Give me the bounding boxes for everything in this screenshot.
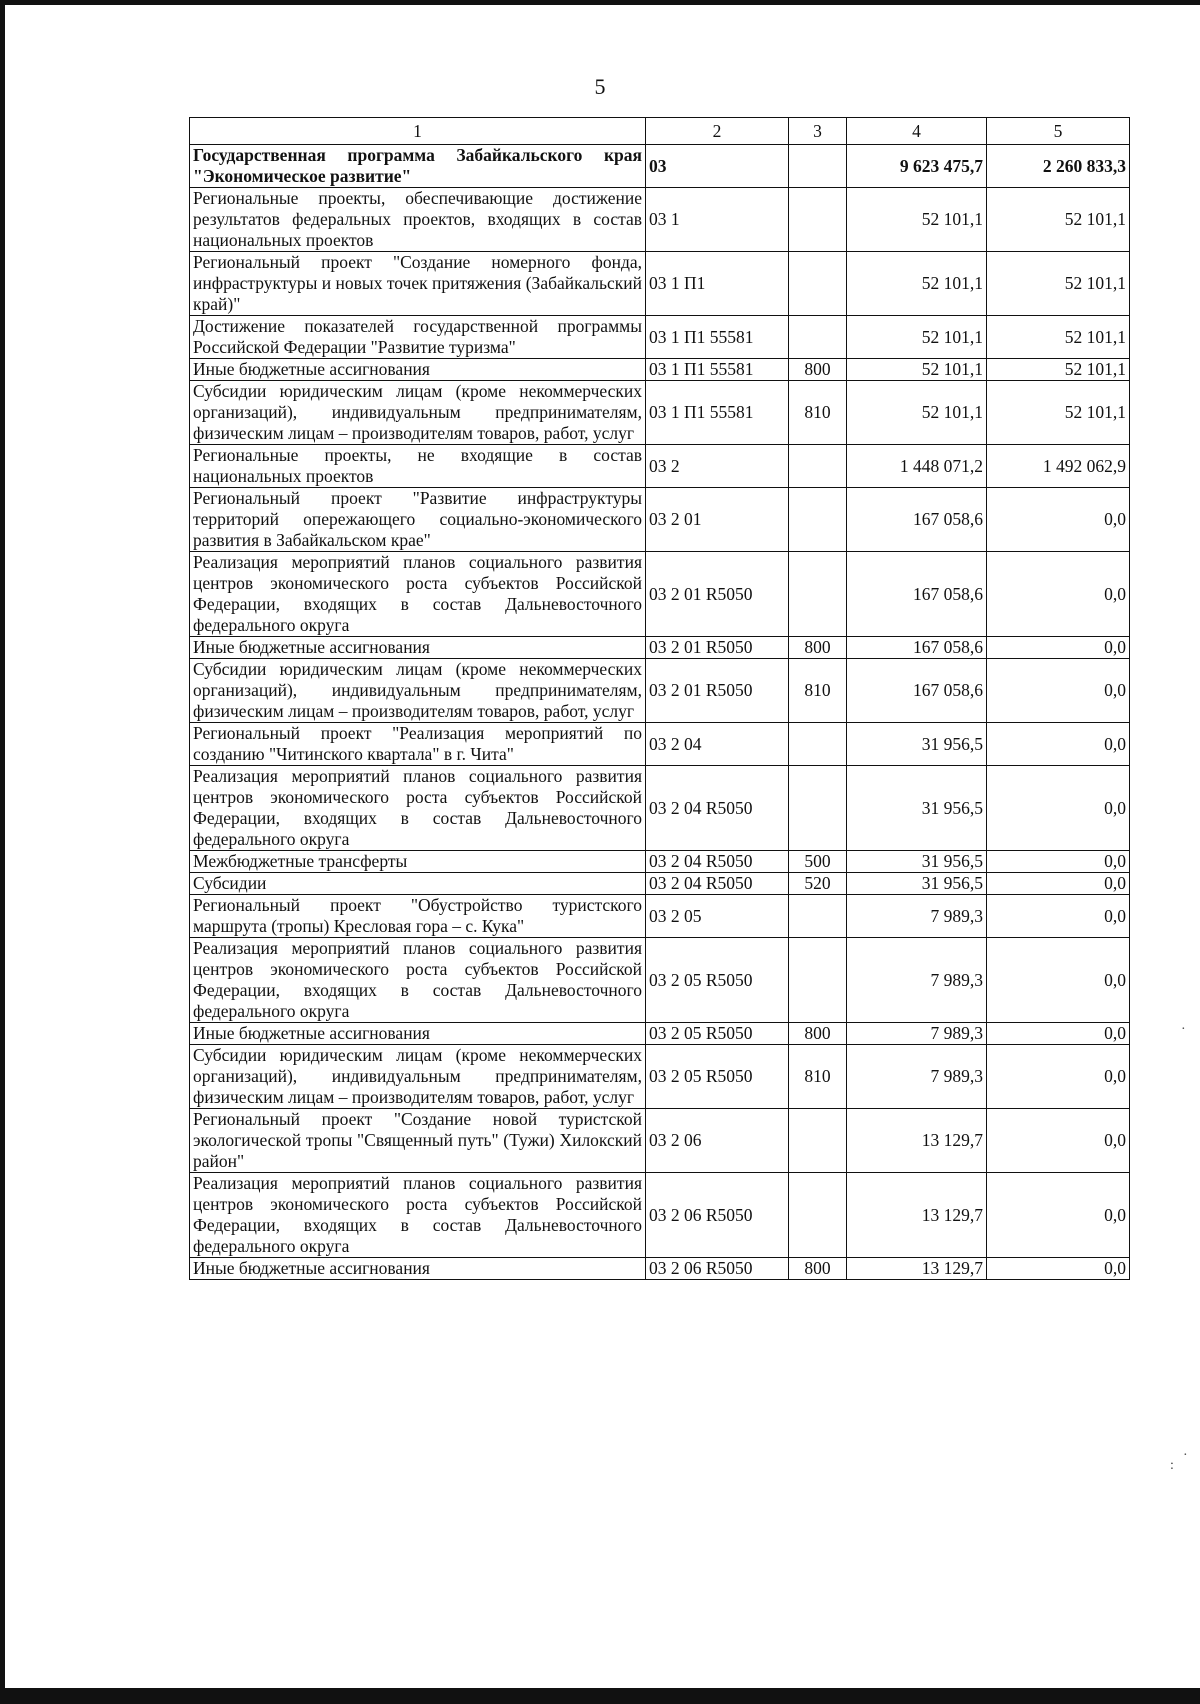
row-code-cell: 03 1 (646, 188, 789, 252)
row-value-2024-cell: 167 058,6 (847, 488, 987, 552)
row-value-2025-cell: 0,0 (987, 1109, 1130, 1173)
header-cell-1: 1 (190, 118, 646, 145)
row-code-cell: 03 2 06 (646, 1109, 789, 1173)
table-row (190, 851, 1130, 873)
row-name-cell: Реализация мероприятий планов социального развития центров экономического роста субъектов Российской Федерации, входящих в состав Дальневосточного федерального округа (190, 552, 646, 637)
row-name-cell: Субсидии юридическим лицам (кроме некоммерческих организаций), индивидуальным предпринимателям, физическим лицам – производителям товаров, работ, услуг (190, 1045, 646, 1109)
row-name-cell: Иные бюджетные ассигнования (190, 637, 646, 659)
header-cell-3: 3 (789, 118, 847, 145)
row-value-2024-cell: 31 956,5 (847, 851, 987, 873)
row-value-2024-cell: 167 058,6 (847, 637, 987, 659)
row-type-cell: 800 (789, 637, 847, 659)
row-type-cell (789, 895, 847, 938)
table-row (190, 359, 1130, 381)
row-value-2025-cell: 0,0 (987, 723, 1130, 766)
table-row (190, 1023, 1130, 1045)
table-row (190, 316, 1130, 359)
table-row (190, 659, 1130, 723)
row-code-cell: 03 2 04 R5050 (646, 851, 789, 873)
table-row (190, 252, 1130, 316)
table-header-row (190, 118, 1130, 145)
row-value-2024-cell: 52 101,1 (847, 381, 987, 445)
row-code-cell: 03 2 04 R5050 (646, 873, 789, 895)
row-value-2025-cell: 52 101,1 (987, 359, 1130, 381)
row-type-cell (789, 1109, 847, 1173)
row-code-cell: 03 2 04 R5050 (646, 766, 789, 851)
row-type-cell: 810 (789, 381, 847, 445)
row-type-cell: 810 (789, 659, 847, 723)
row-type-cell (789, 252, 847, 316)
row-type-cell (789, 488, 847, 552)
table-row (190, 488, 1130, 552)
row-value-2025-cell: 0,0 (987, 659, 1130, 723)
table-row (190, 766, 1130, 851)
table-row (190, 637, 1130, 659)
row-value-2025-cell: 0,0 (987, 637, 1130, 659)
row-value-2025-cell: 52 101,1 (987, 381, 1130, 445)
row-name-cell: Региональный проект "Создание новой туристской экологической тропы "Священный путь" (Тужи) Хилокский район" (190, 1109, 646, 1173)
row-type-cell (789, 766, 847, 851)
row-code-cell: 03 1 П1 (646, 252, 789, 316)
row-name-cell: Региональный проект "Создание номерного фонда, инфраструктуры и новых точек притяжения (Забайкальский край)" (190, 252, 646, 316)
row-value-2025-cell: 52 101,1 (987, 316, 1130, 359)
page-number: 5 (594, 74, 606, 99)
row-code-cell: 03 2 04 (646, 723, 789, 766)
row-value-2025-cell: 0,0 (987, 938, 1130, 1023)
row-code-cell: 03 2 05 R5050 (646, 1023, 789, 1045)
row-name-cell: Региональный проект "Развитие инфраструктуры территорий опережающего социально-экономического развития в Забайкальском крае" (190, 488, 646, 552)
row-value-2024-cell: 7 989,3 (847, 895, 987, 938)
row-code-cell: 03 2 06 R5050 (646, 1258, 789, 1280)
row-code-cell: 03 2 05 R5050 (646, 1045, 789, 1109)
table-row (190, 145, 1130, 188)
table-row (190, 873, 1130, 895)
row-name-cell: Межбюджетные трансферты (190, 851, 646, 873)
row-type-cell (789, 145, 847, 188)
table-row (190, 381, 1130, 445)
row-name-cell: Реализация мероприятий планов социального развития центров экономического роста субъектов Российской Федерации, входящих в состав Дальневосточного федерального округа (190, 766, 646, 851)
header-cell-5: 5 (987, 118, 1130, 145)
row-name-cell: Региональный проект "Обустройство туристского маршрута (тропы) Кресловая гора – с. Кука" (190, 895, 646, 938)
row-type-cell: 800 (789, 359, 847, 381)
row-value-2025-cell: 0,0 (987, 873, 1130, 895)
row-value-2025-cell: 0,0 (987, 1258, 1130, 1280)
row-name-cell: Региональные проекты, не входящие в состав национальных проектов (190, 445, 646, 488)
row-code-cell: 03 2 01 (646, 488, 789, 552)
row-code-cell: 03 1 П1 55581 (646, 316, 789, 359)
scan-speck: · (1183, 1448, 1188, 1463)
row-value-2025-cell: 0,0 (987, 766, 1130, 851)
row-name-cell: Региональный проект "Реализация мероприятий по созданию "Читинского квартала" в г. Чита" (190, 723, 646, 766)
table-row (190, 1173, 1130, 1258)
row-value-2025-cell: 52 101,1 (987, 188, 1130, 252)
header-cell-4: 4 (847, 118, 987, 145)
row-value-2024-cell: 13 129,7 (847, 1109, 987, 1173)
table-row (190, 1109, 1130, 1173)
row-code-cell: 03 2 06 R5050 (646, 1173, 789, 1258)
row-value-2025-cell: 0,0 (987, 488, 1130, 552)
row-value-2024-cell: 31 956,5 (847, 723, 987, 766)
row-code-cell: 03 2 01 R5050 (646, 659, 789, 723)
row-name-cell: Субсидии юридическим лицам (кроме некоммерческих организаций), индивидуальным предпринимателям, физическим лицам – производителям товаров, работ, услуг (190, 381, 646, 445)
row-value-2025-cell: 0,0 (987, 895, 1130, 938)
table-row (190, 445, 1130, 488)
row-value-2024-cell: 1 448 071,2 (847, 445, 987, 488)
row-name-cell: Реализация мероприятий планов социального развития центров экономического роста субъектов Российской Федерации, входящих в состав Дальневосточного федерального округа (190, 938, 646, 1023)
row-code-cell: 03 2 (646, 445, 789, 488)
row-type-cell (789, 1173, 847, 1258)
row-code-cell: 03 (646, 145, 789, 188)
row-value-2024-cell: 167 058,6 (847, 659, 987, 723)
row-value-2024-cell: 31 956,5 (847, 873, 987, 895)
table-row (190, 1045, 1130, 1109)
row-value-2025-cell: 1 492 062,9 (987, 445, 1130, 488)
row-code-cell: 03 1 П1 55581 (646, 359, 789, 381)
scan-border-top (0, 0, 1200, 5)
scan-border-bottom (0, 1688, 1200, 1704)
row-name-cell: Государственная программа Забайкальского края "Экономическое развитие" (190, 145, 646, 188)
row-value-2024-cell: 7 989,3 (847, 1023, 987, 1045)
row-name-cell: Иные бюджетные ассигнования (190, 1258, 646, 1280)
table-row (190, 723, 1130, 766)
row-name-cell: Реализация мероприятий планов социального развития центров экономического роста субъектов Российской Федерации, входящих в состав Дальневосточного федерального округа (190, 1173, 646, 1258)
header-cell-2: 2 (646, 118, 789, 145)
row-value-2025-cell: 0,0 (987, 851, 1130, 873)
row-code-cell: 03 2 01 R5050 (646, 552, 789, 637)
row-value-2024-cell: 7 989,3 (847, 1045, 987, 1109)
row-name-cell: Иные бюджетные ассигнования (190, 359, 646, 381)
table-row (190, 1258, 1130, 1280)
budget-table (189, 117, 1130, 1280)
row-type-cell (789, 552, 847, 637)
row-value-2024-cell: 31 956,5 (847, 766, 987, 851)
row-type-cell (789, 188, 847, 252)
row-code-cell: 03 2 05 (646, 895, 789, 938)
row-type-cell (789, 316, 847, 359)
row-value-2024-cell: 52 101,1 (847, 316, 987, 359)
row-value-2025-cell: 0,0 (987, 1173, 1130, 1258)
row-code-cell: 03 1 П1 55581 (646, 381, 789, 445)
row-value-2024-cell: 167 058,6 (847, 552, 987, 637)
table-row (190, 552, 1130, 637)
row-type-cell: 810 (789, 1045, 847, 1109)
row-name-cell: Субсидии (190, 873, 646, 895)
row-name-cell: Иные бюджетные ассигнования (190, 1023, 646, 1045)
row-value-2024-cell: 52 101,1 (847, 252, 987, 316)
row-value-2024-cell: 13 129,7 (847, 1258, 987, 1280)
row-value-2024-cell: 9 623 475,7 (847, 145, 987, 188)
row-type-cell: 800 (789, 1258, 847, 1280)
row-type-cell (789, 723, 847, 766)
row-name-cell: Достижение показателей государственной программы Российской Федерации "Развитие туризма" (190, 316, 646, 359)
row-type-cell (789, 938, 847, 1023)
row-value-2025-cell: 0,0 (987, 552, 1130, 637)
row-value-2025-cell: 52 101,1 (987, 252, 1130, 316)
row-name-cell: Субсидии юридическим лицам (кроме некоммерческих организаций), индивидуальным предпринимателям, физическим лицам – производителям товаров, работ, услуг (190, 659, 646, 723)
scan-speck: : (1170, 1458, 1174, 1473)
table-row (190, 938, 1130, 1023)
row-type-cell: 500 (789, 851, 847, 873)
row-value-2024-cell: 7 989,3 (847, 938, 987, 1023)
row-type-cell: 520 (789, 873, 847, 895)
row-value-2024-cell: 13 129,7 (847, 1173, 987, 1258)
row-type-cell (789, 445, 847, 488)
row-value-2024-cell: 52 101,1 (847, 188, 987, 252)
row-code-cell: 03 2 05 R5050 (646, 938, 789, 1023)
scan-border-left (0, 0, 5, 1704)
table-row (190, 895, 1130, 938)
row-type-cell: 800 (789, 1023, 847, 1045)
row-name-cell: Региональные проекты, обеспечивающие достижение результатов федеральных проектов, входящих в состав национальных проектов (190, 188, 646, 252)
row-value-2025-cell: 0,0 (987, 1045, 1130, 1109)
row-code-cell: 03 2 01 R5050 (646, 637, 789, 659)
scan-speck: · (1181, 1022, 1186, 1037)
row-value-2025-cell: 2 260 833,3 (987, 145, 1130, 188)
row-value-2024-cell: 52 101,1 (847, 359, 987, 381)
row-value-2025-cell: 0,0 (987, 1023, 1130, 1045)
table-row (190, 188, 1130, 252)
